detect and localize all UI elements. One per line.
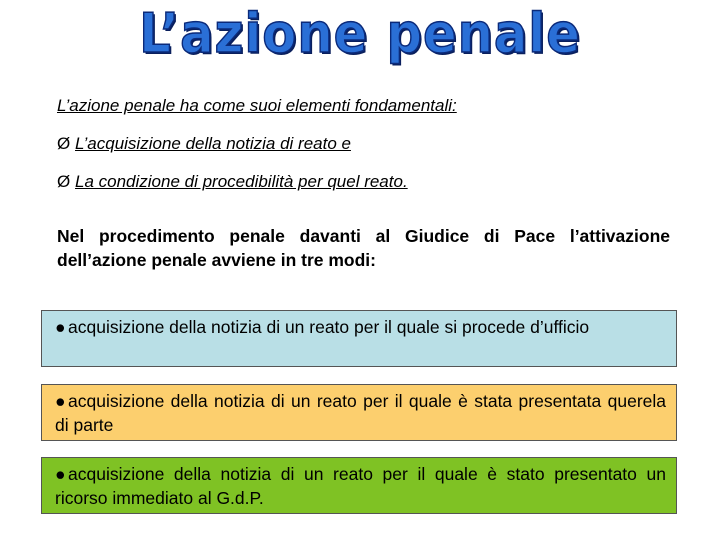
mode-box-querela: [41, 384, 677, 441]
list-item-text: La condizione di procedibilità per quel reato.: [75, 172, 408, 191]
body-paragraph: Nel procedimento penale davanti al Giudice di Pace l’attivazione dell’azione penale avviene in tre modi:: [57, 226, 670, 270]
page-title: L’azione penale: [139, 2, 581, 65]
mode-text: acquisizione della notizia di un reato per il quale è stato presentato un ricorso immediato al G.d.P.: [55, 464, 666, 508]
mode-box-ufficio: [41, 310, 677, 367]
mode-box-ricorso: [41, 457, 677, 514]
list-item-text: L’acquisizione della notizia di reato e: [75, 134, 351, 153]
bullet-dot-icon: ●: [55, 391, 66, 411]
arrow-bullet-icon: Ø: [57, 134, 71, 153]
list-item: [57, 172, 677, 192]
arrow-bullet-icon: Ø: [57, 172, 71, 191]
mode-text: acquisizione della notizia di un reato per il quale si procede d’ufficio: [68, 317, 590, 337]
bullet-dot-icon: ●: [55, 464, 66, 484]
list-item: [57, 134, 677, 154]
intro-text: L’azione penale ha come suoi elementi fondamentali:: [57, 96, 457, 115]
bullet-dot-icon: ●: [55, 317, 66, 337]
mode-text: acquisizione della notizia di un reato per il quale è stata presentata querela di parte: [55, 391, 666, 435]
